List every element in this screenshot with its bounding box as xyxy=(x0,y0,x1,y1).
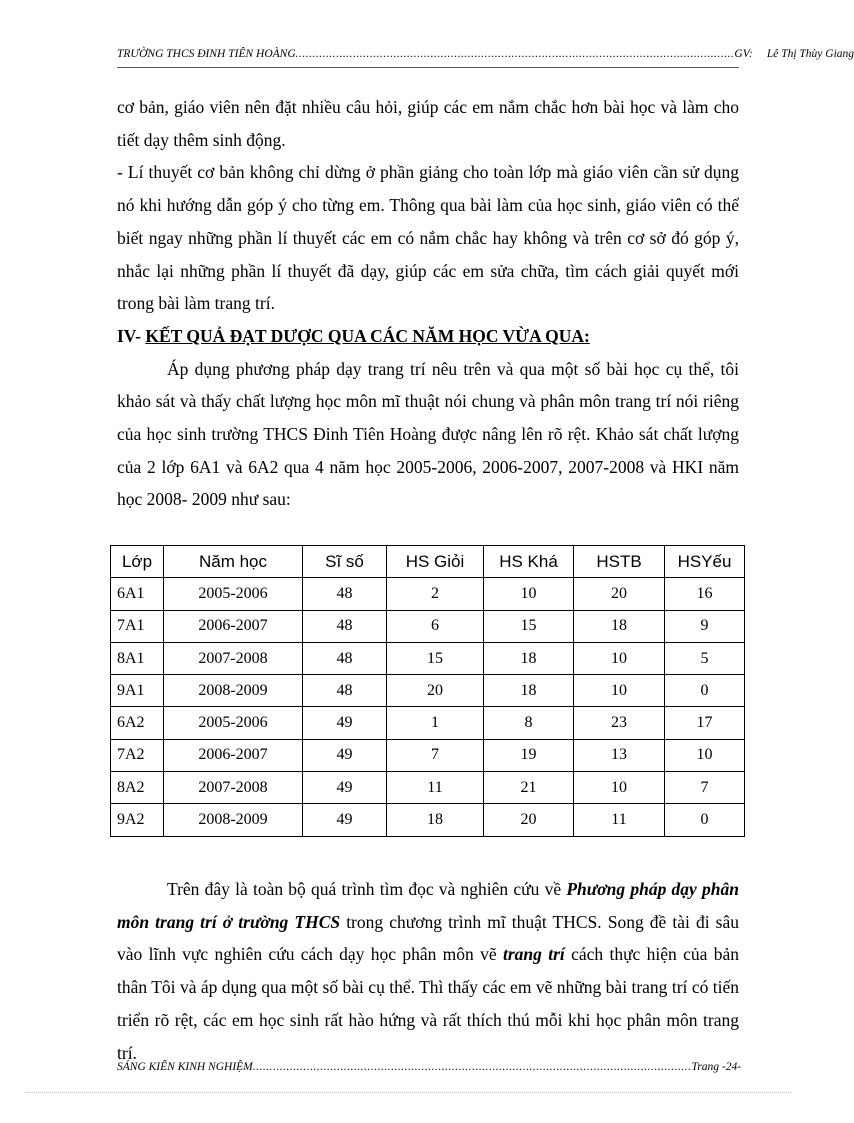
table-cell: 1 xyxy=(387,707,484,739)
col-header-fair: HS Khá xyxy=(484,546,574,578)
table-row xyxy=(111,642,745,674)
col-header-class: Lớp xyxy=(111,546,164,578)
table-cell: 18 xyxy=(484,642,574,674)
table-row xyxy=(111,675,745,707)
table-cell: 11 xyxy=(387,772,484,804)
table-cell: 2006-2007 xyxy=(164,739,303,771)
results-table xyxy=(110,545,745,837)
table-cell: 48 xyxy=(303,610,387,642)
table-cell: 7A1 xyxy=(111,610,164,642)
table-cell: 16 xyxy=(665,578,745,610)
table-cell: 10 xyxy=(574,642,665,674)
table-cell: 2007-2008 xyxy=(164,642,303,674)
section-heading xyxy=(117,320,739,353)
col-header-good: HS Giỏi xyxy=(387,546,484,578)
table-cell: 2005-2006 xyxy=(164,578,303,610)
footer-dots: .................................................................................................................................. xyxy=(252,1061,692,1073)
table-row xyxy=(111,772,745,804)
footer-page: Trang -24- xyxy=(691,1061,742,1073)
table-cell: 6A2 xyxy=(111,707,164,739)
table-cell: 6 xyxy=(387,610,484,642)
table-cell: 2005-2006 xyxy=(164,707,303,739)
table-cell: 9 xyxy=(665,610,745,642)
table-cell: 49 xyxy=(303,804,387,836)
text-block-bottom xyxy=(117,873,739,1069)
col-header-weak: HSYếu xyxy=(665,546,745,578)
page-header xyxy=(117,48,854,60)
table-cell: 23 xyxy=(574,707,665,739)
table-cell: 8 xyxy=(484,707,574,739)
table-cell: 7 xyxy=(387,739,484,771)
table-cell: 18 xyxy=(387,804,484,836)
table-cell: 2007-2008 xyxy=(164,772,303,804)
table-cell: 20 xyxy=(484,804,574,836)
paragraph-intro: cơ bản, giáo viên nên đặt nhiều câu hỏi, giúp các em nắm chắc hơn bài học và làm cho tiết dạy thêm sinh động. xyxy=(117,97,739,150)
table-cell: 2 xyxy=(387,578,484,610)
page-bottom-dotted-line xyxy=(25,1092,791,1093)
table-cell: 0 xyxy=(665,675,745,707)
table-cell: 18 xyxy=(574,610,665,642)
section-heading-title: KẾT QUẢ ĐẠT DƯỢC QUA CÁC NĂM HỌC VỪA QUA xyxy=(145,325,585,346)
table-cell: 17 xyxy=(665,707,745,739)
table-cell: 7A2 xyxy=(111,739,164,771)
table-header-row xyxy=(111,546,745,578)
page-footer xyxy=(117,1061,742,1073)
table-cell: 19 xyxy=(484,739,574,771)
table-row xyxy=(111,804,745,836)
footer-title: SÁNG KIẾN KINH NGHIỆM xyxy=(117,1061,253,1073)
table-cell: 8A2 xyxy=(111,772,164,804)
table-cell: 49 xyxy=(303,739,387,771)
table-cell: 15 xyxy=(484,610,574,642)
text-block-top xyxy=(117,91,739,516)
table-cell: 10 xyxy=(574,675,665,707)
table-cell: 2008-2009 xyxy=(164,675,303,707)
table-cell: 2008-2009 xyxy=(164,804,303,836)
table-cell: 0 xyxy=(665,804,745,836)
conclusion-part-1: Trên đây là toàn bộ quá trình tìm đọc và nghiên cứu về xyxy=(167,879,567,899)
section-heading-colon: : xyxy=(584,325,590,346)
table-cell: 6A1 xyxy=(111,578,164,610)
table-row xyxy=(111,578,745,610)
conclusion-part-2: trong chương trình mĩ thuật THCS. Song đề tài đi sâu vào lĩnh vực nghiên cứu cách dạy học phân môn vẽ xyxy=(117,911,740,965)
table-row xyxy=(111,610,745,642)
table-cell: 21 xyxy=(484,772,574,804)
table-cell: 10 xyxy=(574,772,665,804)
table-cell: 2006-2007 xyxy=(164,610,303,642)
col-header-size: Sĩ số xyxy=(303,546,387,578)
paragraph-survey: Áp dụng phương pháp dạy trang trí nêu trên và qua một số bài học cụ thể, tôi khảo sát và thấy chất lượng học môn mĩ thuật nói chung và phân môn trang trí nói riêng của học sinh trường THCS Đinh Tiên Hoàng được nâng lên rõ rệt. Khảo sát chất lượng của 2 lớp 6A1 và 6A2 qua 4 năm học 2005-2006, 2006-2007, 2007-2008 và HKI năm học 2008- 2009 như sau: xyxy=(117,358,739,510)
paragraph-theory: - Lí thuyết cơ bản không chỉ dừng ở phần giảng cho toàn lớp mà giáo viên cần sử dụng nó khi hướng dẫn góp ý cho từng em. Thông qua bài làm của học sinh, giáo viên có thể biết ngay những phần lí thuyết các em có nắm chắc hay không và trên cơ sở đó góp ý, nhắc lại những phần lí thuyết đã dạy, giúp các em sửa chữa, tìm cách giải quyết mới trong bài làm trang trí. xyxy=(117,162,739,314)
table-row xyxy=(111,707,745,739)
table-cell: 9A2 xyxy=(111,804,164,836)
col-header-average: HSTB xyxy=(574,546,665,578)
paragraph-conclusion xyxy=(117,873,739,1069)
header-rule xyxy=(117,67,739,68)
table-cell: 49 xyxy=(303,772,387,804)
table-cell: 13 xyxy=(574,739,665,771)
conclusion-emphasis-1: Phương pháp dạy phân môn trang trí ở trường THCS xyxy=(117,879,739,932)
table-cell: 18 xyxy=(484,675,574,707)
table-cell: 15 xyxy=(387,642,484,674)
header-dots: .................................................................................................................................. xyxy=(295,48,735,60)
table-cell: 20 xyxy=(574,578,665,610)
table-cell: 9A1 xyxy=(111,675,164,707)
header-teacher-name: Lê Thị Thùy Giang xyxy=(766,48,854,60)
table-cell: 48 xyxy=(303,675,387,707)
table-cell: 10 xyxy=(665,739,745,771)
table-cell: 48 xyxy=(303,642,387,674)
table-row xyxy=(111,739,745,771)
table-cell: 48 xyxy=(303,578,387,610)
header-school: TRƯỜNG THCS ĐINH TIÊN HOÀNG xyxy=(117,48,296,60)
table-body xyxy=(111,578,745,836)
header-teacher-label: GV: xyxy=(734,48,753,60)
table-cell: 49 xyxy=(303,707,387,739)
conclusion-part-3: cách thực hiện của bản thân Tôi và áp dụng qua một số bài cụ thể. Thì thấy các em vẽ những bài trang trí có tiến triển rõ rệt, các em học sinh rất hào hứng và rất thích thú mỗi khi học phân môn trang trí. xyxy=(117,944,739,1063)
table-cell: 11 xyxy=(574,804,665,836)
table-cell: 8A1 xyxy=(111,642,164,674)
table-cell: 10 xyxy=(484,578,574,610)
conclusion-emphasis-2: trang trí xyxy=(502,944,565,965)
table-cell: 20 xyxy=(387,675,484,707)
table-cell: 5 xyxy=(665,642,745,674)
section-heading-number: IV- xyxy=(117,325,146,346)
table-cell: 7 xyxy=(665,772,745,804)
col-header-year: Năm học xyxy=(164,546,303,578)
